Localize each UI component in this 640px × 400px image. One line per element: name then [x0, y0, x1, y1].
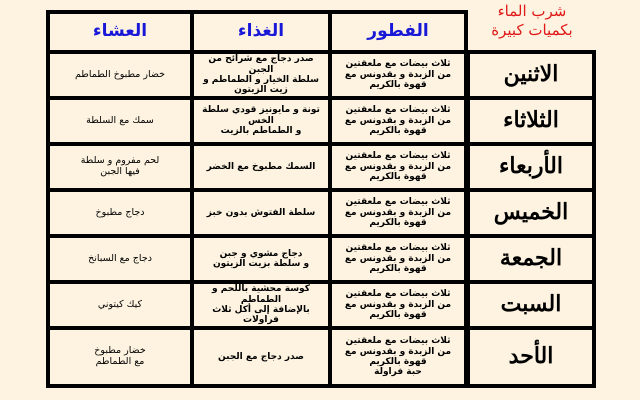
lunch-cell: كوسة محشية باللحم و الطماطم بالإضافة إلى أكل ثلاث فراولات: [194, 284, 328, 326]
lunch-cell: دجاج مشوي و جبن و سلطة بزيت الزيتون: [194, 238, 328, 280]
water-reminder-line-2: بكميات كبيرة: [491, 20, 573, 39]
breakfast-cell: ثلاث بيضات مع ملعقتين من الزبدة و بقدونس مع قهوة بالكريم: [332, 100, 464, 142]
breakfast-cell: ثلاث بيضات مع ملعقتين من الزبدة و بقدونس مع قهوة بالكريم: [332, 284, 464, 326]
day-column: [466, 50, 596, 388]
header-breakfast: الفطور: [332, 14, 464, 50]
lunch-cell: تونة و مايونيز قودي سلطة الخس و الطماطم بالزيت: [194, 100, 328, 142]
lunch-cell: صدر دجاج مع شرائح من الجبن سلطة الخيار و الطماطم و زيت الزيتون: [194, 54, 328, 96]
dinner-cell: سمك مع السلطة: [50, 100, 190, 142]
breakfast-cell: ثلاث بيضات مع ملعقتين من الزبدة و بقدونس مع قهوة بالكريم حبة فراولة: [332, 330, 464, 384]
dinner-cell: لحم مفروم و سلطة فيها الجبن: [50, 146, 190, 188]
dinner-cell: دجاج مطبوخ: [50, 192, 190, 234]
day-cell: الجمعة: [470, 238, 592, 280]
breakfast-cell: ثلاث بيضات مع ملعقتين من الزبدة و بقدونس مع قهوة بالكريم: [332, 192, 464, 234]
dinner-cell: كيك كيتوني: [50, 284, 190, 326]
dinner-cell: خضار مطبوخ مع الطماطم: [50, 330, 190, 384]
dinner-cell: دجاج مع السبانخ: [50, 238, 190, 280]
breakfast-cell: ثلاث بيضات مع ملعقتين من الزبدة و بقدونس مع قهوة بالكريم: [332, 54, 464, 96]
header-dinner: العشاء: [50, 14, 190, 50]
day-cell: الاثنين: [470, 54, 592, 96]
lunch-cell: سلطة الفتوش بدون خبز: [194, 192, 328, 234]
day-cell: الأربعاء: [470, 146, 592, 188]
day-cell: الخميس: [470, 192, 592, 234]
water-reminder-note: [474, 2, 590, 40]
meal-plan-table: [46, 10, 468, 388]
day-cell: الأحد: [470, 330, 592, 384]
day-cell: الثلاثاء: [470, 100, 592, 142]
breakfast-cell: ثلاث بيضات مع ملعقتين من الزبدة و بقدونس مع قهوة بالكريم: [332, 146, 464, 188]
breakfast-cell: ثلاث بيضات مع ملعقتين من الزبدة و بقدونس مع قهوة بالكريم: [332, 238, 464, 280]
water-reminder-line-1: شرب الماء: [497, 2, 567, 20]
lunch-cell: السمك مطبوخ مع الخضر: [194, 146, 328, 188]
dinner-cell: خضار مطبوخ الطماطم: [50, 54, 190, 96]
lunch-cell: صدر دجاج مع الجبن: [194, 330, 328, 384]
day-cell: السبت: [470, 284, 592, 326]
header-lunch: الغذاء: [194, 14, 328, 50]
